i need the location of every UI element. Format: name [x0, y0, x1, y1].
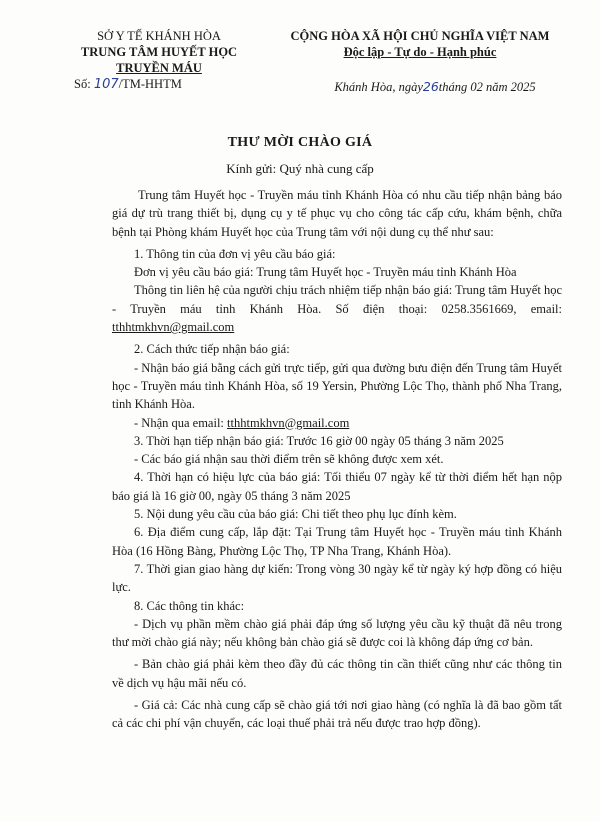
- submission-email-link[interactable]: tthhtmkhvn@gmail.com: [227, 415, 350, 430]
- document-body: [112, 186, 562, 733]
- document-number: Số: 107/TM-HHTM: [74, 77, 182, 92]
- section-5: 5. Nội dung yêu cầu của báo giá: Chi tiết theo phụ lục đính kèm.: [134, 507, 457, 522]
- section-2-direct: - Nhận báo giá bằng cách gửi trực tiếp, gửi qua đường bưu điện đến Trung tâm Huyết học - Truyền máu tỉnh Khánh Hòa, số 19 Yersin, Phường Lộc Thọ, thành phố Nha Trang, tỉnh Khánh Hòa.: [112, 360, 562, 412]
- place-date: Khánh Hòa, ngày26tháng 02 năm 2025: [334, 79, 536, 94]
- section-8-item-2: - Bản chào giá phải kèm theo đầy đủ các thông tin cần thiết cũng như các thông tin về dịch vụ hậu mãi nếu có.: [112, 657, 562, 690]
- issuer-block: [64, 28, 254, 93]
- section-7: 7. Thời gian giao hàng dự kiến: Trong vòng 30 ngày kể từ ngày ký hợp đồng có hiệu lực.: [112, 561, 562, 595]
- greeting: Kính gửi: Quý nhà cung cấp: [226, 161, 374, 176]
- national-motto: Độc lập - Tự do - Hạnh phúc: [343, 45, 497, 59]
- section-3-note: - Các báo giá nhận sau thời điểm trên sẽ không được xem xét.: [134, 452, 444, 467]
- section-2-email: - Nhận qua email: tthhtmkhvn@gmail.com: [134, 415, 350, 430]
- section-4: 4. Thời hạn có hiệu lực của báo giá: Tối thiểu 07 ngày kể từ thời điểm hết hạn nộp báo giá là 16 giờ 00, ngày 05 tháng 3 năm 2025: [112, 470, 562, 503]
- section-8-heading: 8. Các thông tin khác:: [134, 598, 245, 613]
- handwritten-day: 26: [422, 79, 439, 94]
- department-name: SỞ Y TẾ KHÁNH HÒA: [97, 29, 221, 43]
- section-6: 6. Địa điểm cung cấp, lắp đặt: Tại Trung tâm Huyết học - Truyền máu tỉnh Khánh Hòa (16 Hồng Bàng, Phường Lộc Thọ, TP Nha Trang, Khánh Hòa).: [112, 525, 562, 558]
- section-2-heading: 2. Cách thức tiếp nhận báo giá:: [134, 342, 290, 357]
- contact-email-link[interactable]: tthhtmkhvn@gmail.com: [112, 320, 235, 335]
- handwritten-number: 107: [93, 77, 119, 92]
- section-3-heading: 3. Thời hạn tiếp nhận báo giá: Trước 16 giờ 00 ngày 05 tháng 3 năm 2025: [134, 433, 504, 448]
- intro-paragraph: Trung tâm Huyết học - Truyền máu tỉnh Khánh Hòa có nhu cầu tiếp nhận bảng báo giá dự trù trang thiết bị, dụng cụ y tế phục vụ cho công tác cấp cứu, khám bệnh, chữa bệnh tại Phòng khám Huyết học của Trung tâm với nội dung cụ thể như sau:: [112, 188, 562, 239]
- section-8-item-3: - Giá cả: Các nhà cung cấp sẽ chào giá tới nơi giao hàng (có nghĩa là đã bao gồm tất cả các chi phí vận chuyển, các loại thuế phải trả nếu được trao hợp đồng).: [112, 698, 562, 731]
- section-1-unit: Đơn vị yêu cầu báo giá: Trung tâm Huyết học - Truyền máu tỉnh Khánh Hòa: [134, 265, 517, 280]
- center-name-line1: TRUNG TÂM HUYẾT HỌC: [80, 45, 238, 59]
- section-1-heading: 1. Thông tin của đơn vị yêu cầu báo giá:: [134, 246, 336, 261]
- national-header: [270, 28, 570, 60]
- center-name-line2: TRUYỀN MÁU: [116, 61, 202, 75]
- nation-title: CỘNG HÒA XÃ HỘI CHỦ NGHĨA VIỆT NAM: [290, 29, 550, 43]
- document-title: THƯ MỜI CHÀO GIÁ: [227, 135, 373, 150]
- section-8-item-1: - Dịch vụ phần mềm chào giá phải đáp ứng số lượng yêu cầu kỹ thuật đã nêu trong thư mời chào giá này; nếu không bản chào giá sẽ được coi là không đáp ứng cơ bản.: [112, 616, 562, 650]
- section-1-contact: Thông tin liên hệ của người chịu trách nhiệm tiếp nhận báo giá: Trung tâm Huyết học - Truyền máu tỉnh Khánh Hòa. Số điện thoại: 0258.3561669, email: tthhtmkhvn@gmail.com: [112, 283, 562, 335]
